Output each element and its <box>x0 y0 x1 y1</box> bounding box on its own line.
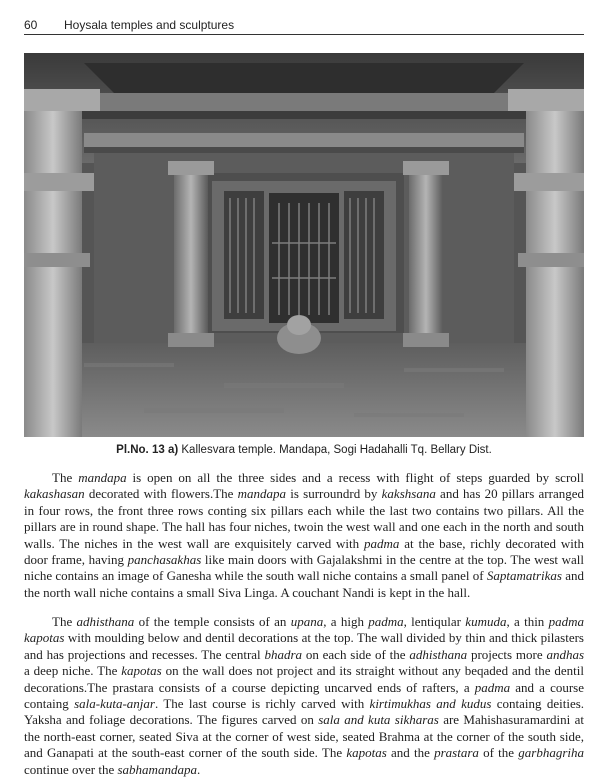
italic-term: panchasakhas <box>127 552 202 568</box>
text-run: and the north wall niche contains a small Siva Linga. A couchant Nandi is kept in the hall. <box>24 568 584 600</box>
italic-term: padma kapotas <box>24 614 584 646</box>
text-run: The <box>52 614 77 629</box>
paragraph-text <box>24 470 584 601</box>
text-run: The <box>52 470 79 485</box>
italic-term: kapotas <box>121 663 162 679</box>
italic-term: Saptamatrikas <box>486 568 562 584</box>
text-run: on each side of the <box>302 646 410 662</box>
italic-term: sala and kuta sikharas <box>318 712 439 728</box>
figure-caption <box>24 444 584 456</box>
text-run: like main doors with Gajalakshmi in the centre at the top. The west wall niche contains an image of Ganesha while the south wall niche contains a small panel of <box>24 552 584 584</box>
italic-term: andhas <box>546 646 584 662</box>
text-run: . The last course is richly carved with <box>154 696 370 712</box>
italic-term: padma <box>364 535 400 551</box>
italic-term: kakshsana <box>381 486 436 502</box>
italic-term: prastara <box>434 745 479 761</box>
italic-term: garbhagriha <box>518 745 584 761</box>
text-run: , lentiqular <box>403 614 466 629</box>
text-run: and has 20 pillars arranged in four rows, the front three rows conting six pillars each while the last two contains two pillars. All the pillars are in round shape. The hall has four niches, twoin the west wall and one each in the north and south walls. The niches in the west wall are exquisitely carved with <box>24 486 585 551</box>
temple-mandapa-photo <box>24 53 584 437</box>
text-run: is open on all the three sides and a recess with flight of steps guarded by scroll <box>126 470 584 485</box>
text-run: are Mahishasuramardini at the north-east corner, seated Siva at the corner of west side, seated Brahma at the corner of the south side, and Ganapati at the south-east corner of the south side. The <box>24 712 584 761</box>
italic-term: bhadra <box>264 646 303 662</box>
italic-term: adhisthana <box>409 646 468 662</box>
page-number: 60 <box>24 18 38 32</box>
paragraph-mandapa <box>24 470 584 601</box>
running-title: Hoysala temples and sculptures <box>64 18 235 32</box>
text-run: . <box>196 761 201 777</box>
text-run: with moulding below and dentil decorations at the top. The wall divided by thin and thick pilasters and has projections and recesses. The central <box>24 630 584 662</box>
italic-term: kirtimukhas and kudus <box>369 696 492 712</box>
text-run: a deep niche. The <box>24 663 122 679</box>
caption-text: Kallesvara temple. Mandapa, Sogi Hadahalli Tq. Bellary Dist. <box>181 444 492 456</box>
italic-term: kakashasan <box>24 486 85 502</box>
text-run: and the <box>386 745 435 761</box>
text-run: at the base, richly decorated with door frame, having <box>24 535 584 568</box>
text-run: , a high <box>323 614 369 629</box>
plate-label: Pl.No. 13 a) <box>116 444 179 456</box>
text-run: containg deities. Yaksha and foliage decorations. The figures carved on <box>24 696 585 728</box>
italic-term: sabhamandapa <box>117 761 197 777</box>
italic-term: mandapa <box>237 486 287 502</box>
italic-term: mandapa <box>78 470 127 485</box>
italic-term: sala-kuta-anjar <box>74 696 155 712</box>
italic-term: kumuda <box>465 614 507 629</box>
paragraph-adhisthana <box>24 614 584 778</box>
italic-term: kapotas <box>346 745 387 761</box>
header-rule <box>24 34 584 35</box>
text-run: and a course containg <box>24 679 584 712</box>
italic-term: padma <box>368 614 404 629</box>
text-run: continue over the <box>24 761 118 777</box>
text-run: on the wall does not project and its straight without any beqaded and the dentil decorations.The prastara consists of a course depicting uncarved ends of rafters, a <box>24 663 584 695</box>
italic-term: upana <box>290 614 324 629</box>
text-run: projects more <box>467 646 547 662</box>
text-run: is surroundrd by <box>286 486 382 502</box>
page-header <box>24 14 584 36</box>
text-run: of the <box>478 745 519 761</box>
italic-term: padma <box>474 679 511 695</box>
text-run: decorated with flowers.The <box>84 486 238 502</box>
text-run: of the temple consists of an <box>134 614 291 629</box>
paragraph-text <box>24 614 584 778</box>
italic-term: adhisthana <box>76 614 135 629</box>
text-run: , a thin <box>506 614 549 629</box>
